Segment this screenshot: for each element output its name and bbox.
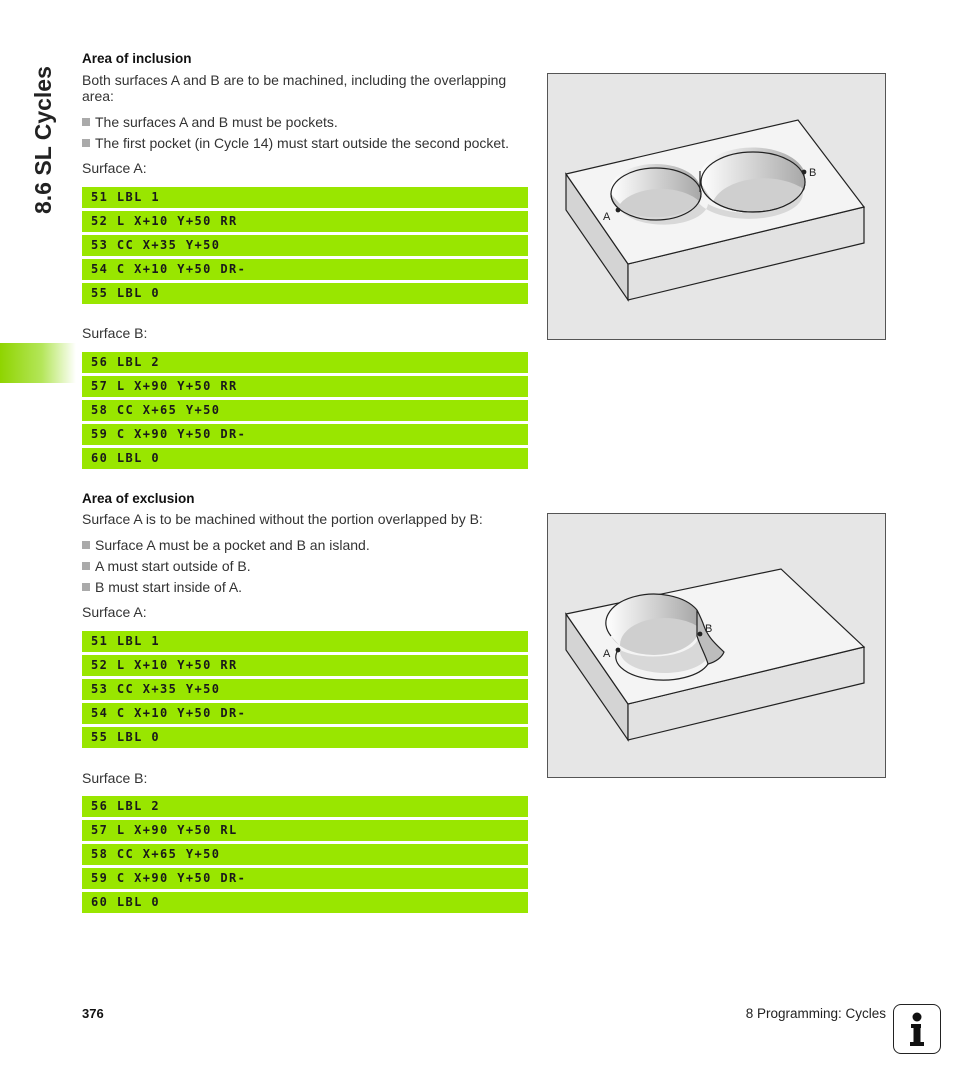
code-line: 57 L X+90 Y+50 RR bbox=[82, 376, 528, 397]
code-line: 51 LBL 1 bbox=[82, 187, 528, 208]
code-line: 55 LBL 0 bbox=[82, 283, 528, 304]
code-line: 54 C X+10 Y+50 DR- bbox=[82, 703, 528, 724]
exclusion-intro: Surface A is to be machined without the portion overlapped by B: bbox=[82, 511, 483, 527]
code-line: 58 CC X+65 Y+50 bbox=[82, 400, 528, 421]
exclusion-bullet: B must start inside of A. bbox=[82, 579, 242, 595]
chapter-tab-marker bbox=[0, 343, 76, 383]
inclusion-bullet: The first pocket (in Cycle 14) must start outside the second pocket. bbox=[82, 135, 509, 151]
bullet-square-icon bbox=[82, 562, 90, 570]
code-line: 51 LBL 1 bbox=[82, 631, 528, 652]
code-line: 55 LBL 0 bbox=[82, 727, 528, 748]
inclusion-bullet: The surfaces A and B must be pockets. bbox=[82, 114, 338, 130]
exclusion-surface-b-label: Surface B: bbox=[82, 770, 148, 786]
exclusion-block-drawing bbox=[548, 514, 887, 779]
inclusion-intro: Both surfaces A and B are to be machined, including the overlapping area: bbox=[82, 72, 507, 104]
code-line: 53 CC X+35 Y+50 bbox=[82, 679, 528, 700]
exclusion-bullet: A must start outside of B. bbox=[82, 558, 251, 574]
inclusion-heading: Area of inclusion bbox=[82, 51, 192, 66]
exclusion-surface-a-code bbox=[82, 631, 528, 751]
inclusion-figure bbox=[547, 73, 886, 340]
chapter-side-title bbox=[30, 48, 60, 218]
exclusion-bullet: Surface A must be a pocket and B an island. bbox=[82, 537, 370, 553]
page-number: 376 bbox=[82, 1006, 104, 1021]
bullet-square-icon bbox=[82, 541, 90, 549]
exclusion-surface-b-code bbox=[82, 796, 528, 916]
start-point-b bbox=[802, 170, 807, 175]
code-line: 54 C X+10 Y+50 DR- bbox=[82, 259, 528, 280]
chapter-side-title-text: 8.6 SL Cycles bbox=[30, 66, 56, 214]
bullet-square-icon bbox=[82, 118, 90, 126]
code-line: 59 C X+90 Y+50 DR- bbox=[82, 424, 528, 445]
start-point-a bbox=[616, 208, 621, 213]
code-line: 52 L X+10 Y+50 RR bbox=[82, 655, 528, 676]
code-line: 52 L X+10 Y+50 RR bbox=[82, 211, 528, 232]
code-line: 60 LBL 0 bbox=[82, 448, 528, 469]
start-point-b bbox=[698, 632, 703, 637]
inclusion-surface-a-label: Surface A: bbox=[82, 160, 147, 176]
code-line: 58 CC X+65 Y+50 bbox=[82, 844, 528, 865]
figure-label-b: B bbox=[809, 167, 817, 179]
code-line: 59 C X+90 Y+50 DR- bbox=[82, 868, 528, 889]
figure-label-a: A bbox=[603, 648, 611, 660]
inclusion-block-drawing bbox=[548, 74, 887, 341]
code-line: 60 LBL 0 bbox=[82, 892, 528, 913]
code-line: 56 LBL 2 bbox=[82, 352, 528, 373]
footer-chapter-title: 8 Programming: Cycles bbox=[745, 1006, 886, 1021]
code-line: 57 L X+90 Y+50 RL bbox=[82, 820, 528, 841]
exclusion-surface-a-label: Surface A: bbox=[82, 604, 147, 620]
start-point-a bbox=[616, 648, 621, 653]
code-line: 56 LBL 2 bbox=[82, 796, 528, 817]
exclusion-heading: Area of exclusion bbox=[82, 491, 195, 506]
bullet-square-icon bbox=[82, 583, 90, 591]
code-line: 53 CC X+35 Y+50 bbox=[82, 235, 528, 256]
inclusion-surface-a-code bbox=[82, 187, 528, 307]
info-icon bbox=[893, 1004, 941, 1054]
inclusion-surface-b-label: Surface B: bbox=[82, 325, 148, 341]
inclusion-surface-b-code bbox=[82, 352, 528, 472]
figure-label-b: B bbox=[705, 623, 713, 635]
figure-label-a: A bbox=[603, 211, 611, 223]
bullet-square-icon bbox=[82, 139, 90, 147]
exclusion-figure bbox=[547, 513, 886, 778]
